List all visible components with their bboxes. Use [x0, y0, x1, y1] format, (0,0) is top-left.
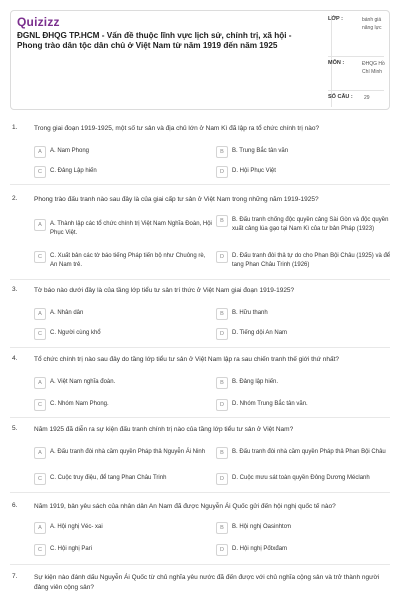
question-separator — [10, 347, 390, 348]
question-number: 5. — [12, 425, 18, 432]
question-separator — [10, 564, 390, 565]
option-letter-box: D — [216, 473, 228, 485]
option-letter-box: D — [216, 399, 228, 411]
option-text: C. Cuộc truy điệu, để tang Phan Châu Trinh — [50, 475, 167, 481]
option-text: B. Đấu tranh chống độc quyền cảng Sài Gòn và độc quyền xuất cảng lúa gạo tại Nam Kì của tư bản Pháp (1923) — [232, 217, 389, 232]
question-number: 3. — [12, 286, 18, 293]
option-letter-box: A — [34, 219, 46, 231]
option-letter-box: C — [34, 473, 46, 485]
option-text: A. Nhân dân — [50, 310, 84, 316]
option-letter-box: D — [216, 166, 228, 178]
quizizz-logo: Quizizz — [17, 15, 60, 29]
option-letter-box: B — [216, 308, 228, 320]
option-text: D. Nhóm Trung Bắc tân văn. — [232, 401, 308, 407]
question-number: 7. — [12, 573, 18, 580]
option-text: B. Hữu thanh — [232, 310, 268, 316]
option-letter-box: D — [216, 544, 228, 556]
meta-lop-label: LỚP : — [328, 16, 343, 22]
option-text: A. Đấu tranh đòi nhà cầm quyền Pháp thả Nguyễn Ái Ninh — [50, 449, 206, 455]
meta-socau-label: SỐ CÂU : — [328, 94, 353, 100]
option-text: C. Xuất bản các tờ báo tiếng Pháp tiến bộ như Chuông rè, An Nam trẻ. — [50, 253, 206, 268]
option-text: B. Đảng lập hiến. — [232, 379, 279, 385]
option-letter-box: C — [34, 251, 46, 263]
option-letter-box: A — [34, 447, 46, 459]
question-text: Tờ báo nào dưới đây là của tầng lớp tiểu tư sản trí thức ở Việt Nam giai đoạn 1919-1925? — [34, 287, 295, 294]
option-letter-box: B — [216, 447, 228, 459]
question-separator — [10, 184, 390, 185]
option-text: D. Tiếng dội An Nam — [232, 330, 288, 336]
question-number: 4. — [12, 355, 18, 362]
option-letter-box: A — [34, 146, 46, 158]
question-number: 6. — [12, 502, 18, 509]
option-text: A. Thành lập các tổ chức chính trị Việt Nam Nghĩa Đoàn, Hội Phục Việt. — [50, 221, 212, 236]
option-text: D. Hội Phục Việt — [232, 168, 276, 174]
option-letter-box: B — [216, 215, 228, 227]
meta-mon-label: MÔN : — [328, 60, 345, 66]
option-letter-box: D — [216, 328, 228, 340]
question-text: Năm 1919, bản yêu sách của nhân dân An Nam đã được Nguyễn Ái Quốc gửi đến hội nghị quốc tế nào? — [34, 503, 336, 510]
option-text: C. Hội nghị Pari — [50, 546, 93, 552]
option-letter-box: A — [34, 377, 46, 389]
worksheet-title: ĐGNL ĐHQG TP.HCM - Vấn đề thuộc lĩnh vực lịch sử, chính trị, xã hội - Phong trào dân tộc dân chủ ở Việt Nam từ năm 1919 đến năm 1925 — [17, 31, 292, 50]
meta-lop-value: bánh giá năng lực — [362, 17, 382, 31]
question-text: Trong giai đoạn 1919-1925, một số tư sản và địa chủ lớn ở Nam Kì đã lập ra tổ chức chính trị nào? — [34, 125, 320, 132]
option-text: C. Đảng Lập hiến — [50, 168, 97, 174]
option-text: B. Hội nghị Oasinhtơn — [232, 524, 291, 530]
option-letter-box: C — [34, 328, 46, 340]
option-text: B. Trung Bắc tân văn — [232, 148, 289, 154]
option-text: A. Việt Nam nghĩa đoàn. — [50, 379, 116, 385]
option-letter-box: A — [34, 522, 46, 534]
option-text: C. Nhóm Nam Phong. — [50, 401, 109, 407]
question-separator — [10, 492, 390, 493]
meta-mon-value: ĐHQG Hồ Chí Minh — [362, 61, 385, 75]
question-text: Năm 1925 đã diễn ra sự kiện đấu tranh chính trị nào của tầng lớp tiểu tư sản ở Việt Nam? — [34, 426, 294, 433]
option-letter-box: B — [216, 522, 228, 534]
question-number: 2. — [12, 195, 18, 202]
option-letter-box: B — [216, 146, 228, 158]
option-text: D. Hội nghị Pốtxđam — [232, 546, 288, 552]
question-text: Phong trào đấu tranh nào sau đây là của giai cấp tư sản ở Việt Nam trong những năm 1919-1925? — [34, 196, 319, 203]
meta-socau-value: 29 — [364, 95, 370, 101]
option-text: A. Hội nghị Véc- xai — [50, 524, 103, 530]
option-letter-box: A — [34, 308, 46, 320]
option-text: A. Nam Phong — [50, 148, 90, 154]
question-number: 1. — [12, 124, 18, 131]
option-letter-box: D — [216, 251, 228, 263]
meta-separator — [328, 90, 384, 91]
question-text: Tổ chức chính trị nào sau đây do tầng lớp tiểu tư sản ở Việt Nam lập ra sau chiến tranh thế giới thứ nhất? — [34, 356, 340, 363]
option-letter-box: C — [34, 166, 46, 178]
option-text: D. Đấu tranh đòi thả tự do cho Phan Bội Châu (1925) và để tang Phan Châu Trinh (1926) — [232, 253, 391, 268]
option-text: C. Người cùng khổ — [50, 330, 101, 336]
option-text: B. Đấu tranh đòi nhà cầm quyền Pháp thả Phan Bội Châu — [232, 449, 386, 455]
meta-separator — [328, 56, 384, 57]
question-separator — [10, 279, 390, 280]
option-letter-box: C — [34, 544, 46, 556]
option-letter-box: C — [34, 399, 46, 411]
question-separator — [10, 417, 390, 418]
option-letter-box: B — [216, 377, 228, 389]
option-text: D. Cuộc mưu sát toàn quyền Đông Dương Méclanh — [232, 475, 370, 481]
question-text: Sự kiện nào đánh dấu Nguyễn Ái Quốc từ chủ nghĩa yêu nước đã đến được với chủ nghĩa cộng sản và trở thành người đảng viên cộng sản? — [34, 574, 380, 591]
